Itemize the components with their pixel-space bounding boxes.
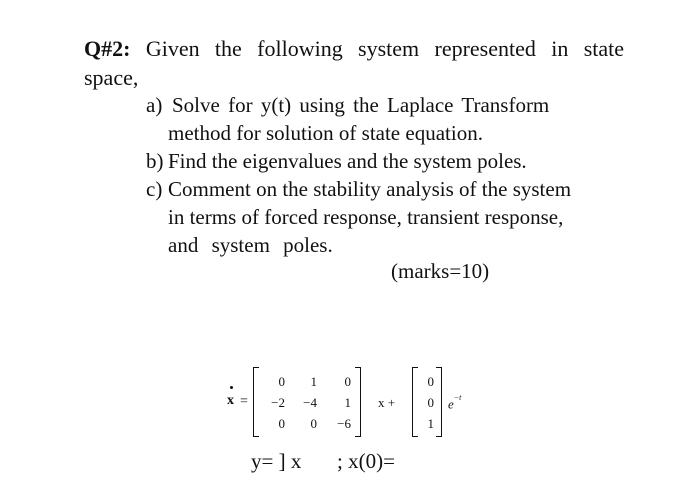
input-base: e	[448, 396, 454, 412]
matrix-a-cell: −4	[303, 395, 317, 410]
part-a-line-1: Solve for y(t) using the Laplace Transform	[172, 93, 550, 117]
matrix-a-cell: 0	[278, 374, 285, 389]
part-b	[146, 148, 527, 174]
question-line-1	[84, 36, 624, 62]
part-c-line-3: and system poles.	[168, 233, 333, 257]
output-equation: y= ] x	[251, 449, 302, 473]
part-b-line-1: Find the eigenvalues and the system poles.	[168, 149, 527, 173]
matrix-a-cell: 1	[310, 374, 317, 389]
state-derivative-symbol: x	[227, 393, 234, 408]
part-a-line-2: method for solution of state equation.	[168, 121, 483, 145]
part-c	[146, 176, 571, 202]
matrix-a-cell: 0	[278, 416, 285, 431]
question-text: Given the following system represented in state	[145, 36, 625, 61]
vector-b-cell: 0	[427, 395, 434, 410]
part-a-label: a)	[146, 93, 163, 117]
part-c-line-1: Comment on the stability analysis of the system	[168, 177, 572, 201]
marks-label: (marks=10)	[391, 259, 490, 283]
part-b-label: b)	[146, 149, 164, 173]
derivative-dot	[230, 386, 233, 389]
matrix-a-cell: 1	[344, 395, 351, 410]
matrix-a-left-bracket	[253, 367, 259, 437]
part-c-line-2: in terms of forced response, transient response,	[168, 205, 564, 229]
question-number: Q#2:	[84, 36, 131, 61]
matrix-a	[253, 367, 361, 437]
matrix-a-cell: 0	[310, 416, 317, 431]
vector-b-cell: 0	[427, 374, 434, 389]
matrix-a-cell: −2	[271, 395, 285, 410]
part-a	[146, 92, 549, 118]
state-plus-term: x +	[378, 395, 396, 410]
matrix-a-cell: 0	[344, 374, 351, 389]
vector-b-right-bracket	[436, 367, 442, 437]
equals-sign: =	[240, 394, 248, 409]
matrix-a-cell: −6	[337, 416, 351, 431]
input-exponent: −t	[453, 393, 462, 402]
input-exponential	[448, 393, 462, 412]
vector-b-cell: 1	[427, 416, 434, 431]
part-c-label: c)	[146, 177, 163, 201]
matrix-a-right-bracket	[355, 367, 361, 437]
initial-condition: ; x(0)=	[337, 449, 395, 473]
question-line-2: space,	[84, 65, 139, 90]
vector-b	[412, 367, 442, 437]
